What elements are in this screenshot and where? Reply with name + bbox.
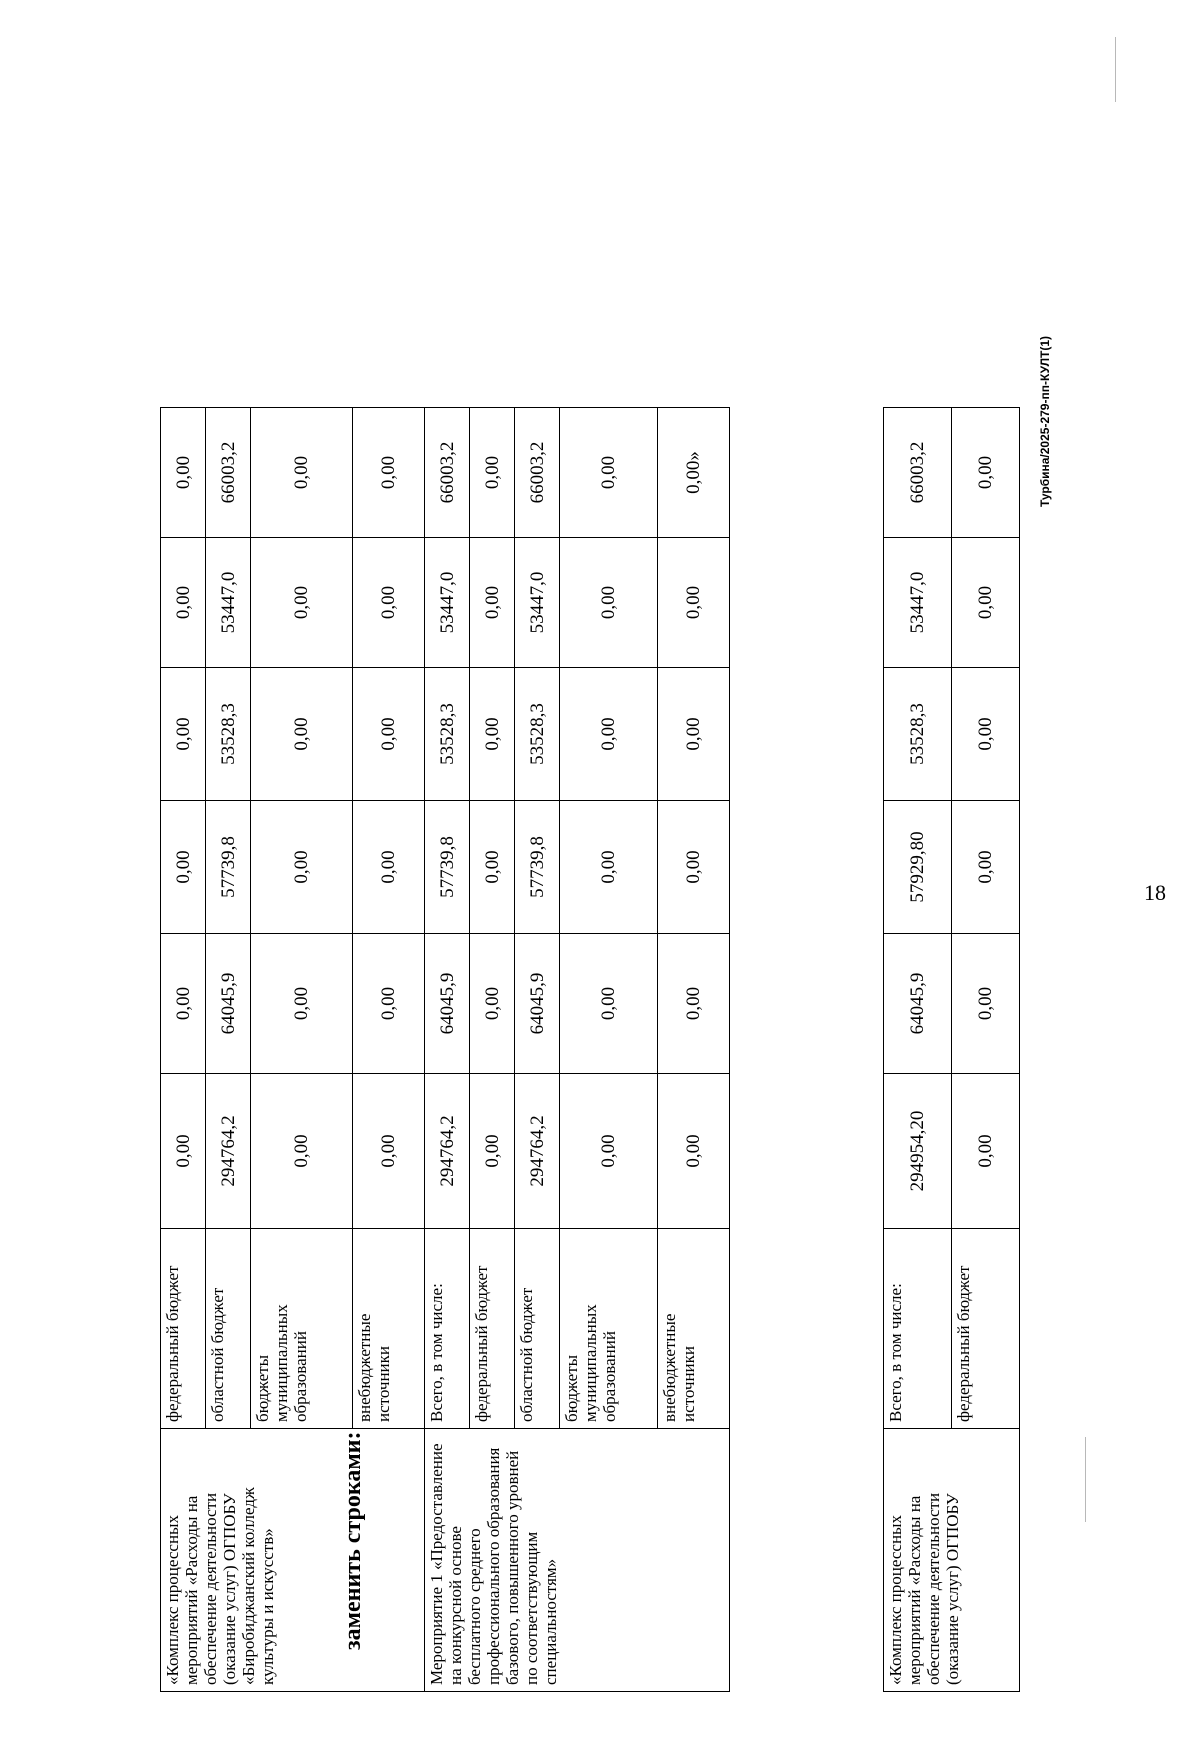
table-row [425,408,470,1692]
value-cell: 0,00 [161,538,206,668]
value-cell: 0,00 [353,668,425,801]
value-cell: 0,00 [952,801,1020,934]
value-cell: 0,00 [560,801,658,934]
value-cell: 0,00 [161,1074,206,1229]
table-row [161,408,206,1692]
value-cell: 66003,2 [884,408,952,538]
funding-source: Всего, в том числе: [884,1229,952,1429]
activity-name: Мероприятие 1 «Предоставление на конкурсной основе бесплатного среднего профессионального образования базового, повышенного уровней по соответствующим специальностям» [425,1429,730,1692]
funding-source: областной бюджет [206,1229,251,1429]
value-cell: 0,00 [161,408,206,538]
value-cell: 53528,3 [884,668,952,801]
budget-table-replacement [883,407,1020,1692]
value-cell: 294764,2 [425,1074,470,1229]
value-cell: 0,00 [560,408,658,538]
value-cell: 57929,80 [884,801,952,934]
scan-mark [1115,37,1116,102]
scan-mark [1085,1437,1086,1522]
value-cell: 53447,0 [884,538,952,668]
value-cell: 57739,8 [425,801,470,934]
activity-name: «Комплекс процессных мероприятий «Расходы на обеспечение деятельности (оказание услуг) ОГПОБУ [884,1429,1020,1692]
value-cell: 0,00 [952,1074,1020,1229]
value-cell: 53528,3 [425,668,470,801]
funding-source: федеральный бюджет [161,1229,206,1429]
value-cell: 53447,0 [515,538,560,668]
value-cell: 64045,9 [425,934,470,1074]
funding-source: бюджеты муниципальных образований [560,1229,658,1429]
value-cell: 0,00 [952,408,1020,538]
budget-table-original [160,407,730,1692]
value-cell: 64045,9 [884,934,952,1074]
value-cell: 0,00 [560,538,658,668]
value-cell: 0,00 [952,538,1020,668]
value-cell: 0,00» [658,408,730,538]
funding-source: бюджеты муниципальных образований [251,1229,353,1429]
value-cell: 0,00 [952,668,1020,801]
value-cell: 0,00 [470,934,515,1074]
value-cell: 294764,2 [206,1074,251,1229]
value-cell: 0,00 [470,538,515,668]
value-cell: 0,00 [353,1074,425,1229]
value-cell: 0,00 [658,934,730,1074]
value-cell: 0,00 [353,538,425,668]
value-cell: 0,00 [470,668,515,801]
value-cell: 0,00 [560,668,658,801]
value-cell: 0,00 [658,1074,730,1229]
value-cell: 53528,3 [515,668,560,801]
page-number: 18 [1144,880,1166,905]
table-row [884,408,952,1692]
value-cell: 0,00 [251,668,353,801]
value-cell: 0,00 [251,538,353,668]
value-cell: 0,00 [251,934,353,1074]
value-cell: 53447,0 [425,538,470,668]
value-cell: 0,00 [251,1074,353,1229]
activity-name: «Комплекс процессных мероприятий «Расходы на обеспечение деятельности (оказание услуг) ОГПОБУ «Биробиджанский колледж культуры и искусств» [161,1429,425,1692]
funding-source: внебюджетные источники [658,1229,730,1429]
funding-source: федеральный бюджет [470,1229,515,1429]
footer-reference: Турбина/2025-279-пп-КУЛТ(1) [1038,335,1052,507]
funding-source: Всего, в том числе: [425,1229,470,1429]
value-cell: 57739,8 [515,801,560,934]
value-cell: 0,00 [560,1074,658,1229]
value-cell: 0,00 [161,934,206,1074]
value-cell: 294764,2 [515,1074,560,1229]
value-cell: 0,00 [161,668,206,801]
value-cell: 66003,2 [515,408,560,538]
value-cell: 64045,9 [515,934,560,1074]
value-cell: 66003,2 [425,408,470,538]
value-cell: 53528,3 [206,668,251,801]
value-cell: 0,00 [952,934,1020,1074]
value-cell: 0,00 [251,408,353,538]
value-cell: 0,00 [353,801,425,934]
value-cell: 0,00 [161,801,206,934]
value-cell: 57739,8 [206,801,251,934]
value-cell: 53447,0 [206,538,251,668]
value-cell: 0,00 [353,934,425,1074]
value-cell: 0,00 [251,801,353,934]
value-cell: 294954,20 [884,1074,952,1229]
value-cell: 64045,9 [206,934,251,1074]
funding-source: федеральный бюджет [952,1229,1020,1429]
value-cell: 0,00 [470,801,515,934]
value-cell: 0,00 [470,408,515,538]
value-cell: 0,00 [470,1074,515,1229]
funding-source: областной бюджет [515,1229,560,1429]
value-cell: 0,00 [560,934,658,1074]
value-cell: 0,00 [658,668,730,801]
replace-with-rows-text: заменить строками: [340,1431,366,1650]
funding-source: внебюджетные источники [353,1229,425,1429]
value-cell: 0,00 [658,801,730,934]
value-cell: 0,00 [658,538,730,668]
value-cell: 0,00 [353,408,425,538]
value-cell: 66003,2 [206,408,251,538]
